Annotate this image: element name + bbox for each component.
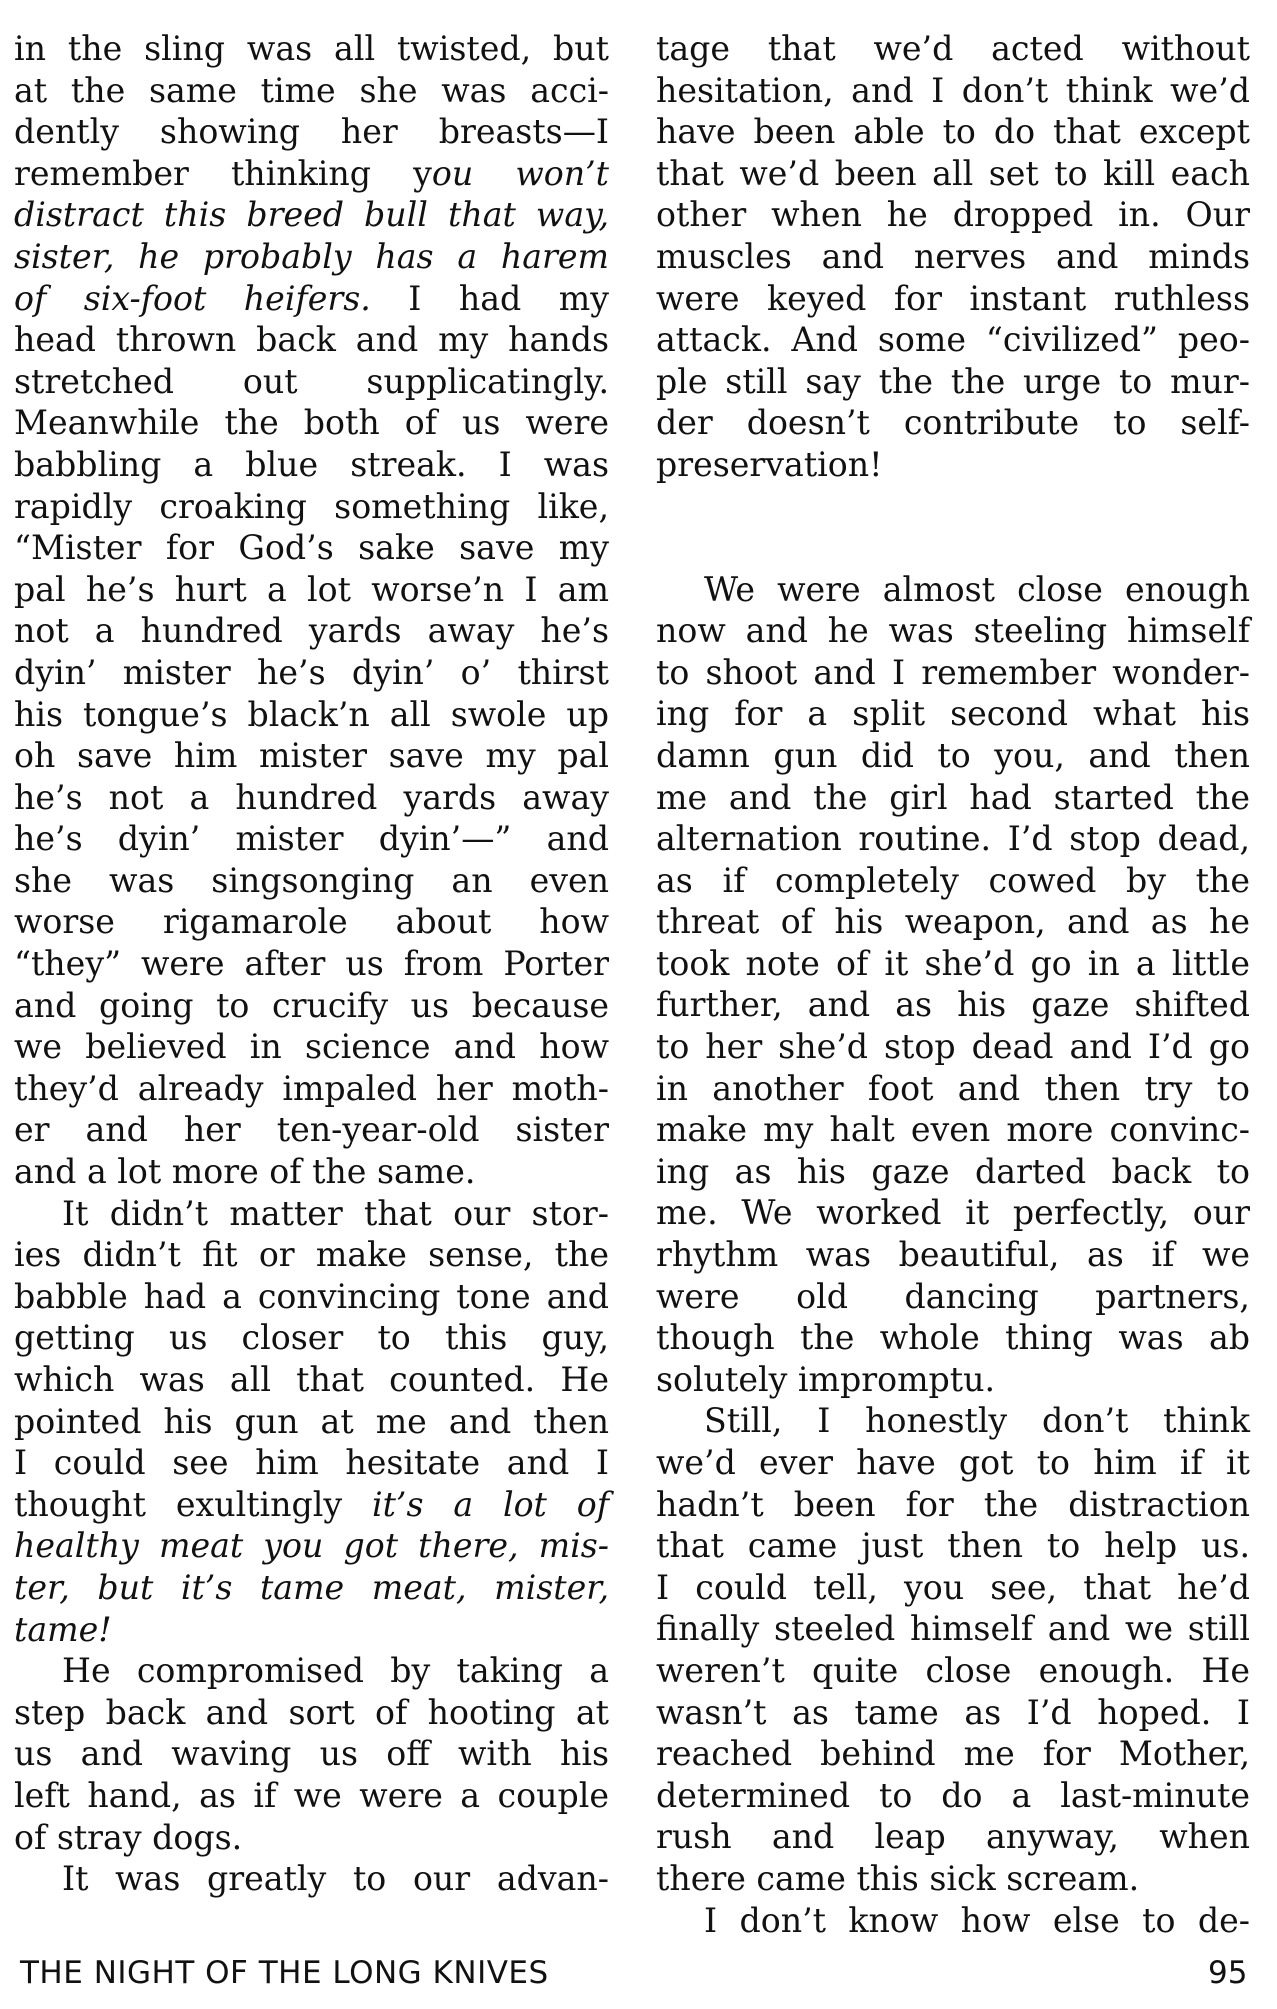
text-line: determined to do a last-minute (656, 1775, 1250, 1815)
text-line: now and he was steeling himself (656, 611, 1250, 651)
text-line: we’d ever have got to him if it (656, 1443, 1250, 1482)
text-line-italic: ter, but it’s tame meat, mister, (14, 1567, 609, 1607)
text-line: us and waving us off with his (14, 1734, 609, 1774)
text-line: and going to crucify us because (14, 985, 609, 1025)
paragraph-start-line: It was greatly to our advan- (62, 1859, 609, 1899)
text-line: head thrown back and my hands (14, 320, 609, 360)
text-line: pointed his gun at me and then (14, 1401, 609, 1441)
text-line-italic: sister, he probably has a harem (14, 236, 609, 276)
text-line: of stray dogs. (14, 1817, 243, 1857)
text-line: alternation routine. I’d stop dead, (656, 819, 1250, 859)
text-line-italic-end: of six-foot heifers. I had my (14, 278, 609, 318)
paragraph-start-line: He compromised by taking a (62, 1651, 609, 1691)
text-line: babbling a blue streak. I was (14, 444, 609, 484)
text-line: she was singsonging an even (14, 860, 609, 900)
right-text-column (656, 28, 1250, 1941)
text-line: pal he’s hurt a lot worse’n I am (14, 569, 609, 609)
left-text-column (14, 28, 609, 1900)
text-line: rhythm was beautiful, as if we (656, 1235, 1250, 1275)
running-footer-title: THE NIGHT OF THE LONG KNIVES (20, 1955, 549, 1991)
text-line: not a hundred yards away he’s (14, 611, 609, 651)
text-line: getting us closer to this guy, (14, 1318, 609, 1358)
text-line: ies didn’t fit or make sense, the (14, 1235, 609, 1275)
paragraph-start-line: We were almost close enough (704, 569, 1250, 609)
paragraph-start-line: Still, I honestly don’t think (704, 1401, 1250, 1441)
text-line: I could see him hesitate and I (14, 1443, 609, 1483)
text-line-italic-start: remember thinking you won’t (14, 153, 609, 193)
text-line: to shoot and I remember wonder- (656, 652, 1250, 692)
text-line: rush and leap anyway, when (656, 1817, 1250, 1857)
paragraph-start-line: I don’t know how else to de- (704, 1900, 1250, 1940)
text-line: ing as his gaze darted back to (656, 1151, 1250, 1191)
text-line: though the whole thing was ab (656, 1318, 1250, 1358)
text-line: hesitation, and I don’t think we’d (656, 70, 1250, 110)
text-line: “Mister for God’s sake save my (14, 528, 609, 568)
text-line: stretched out supplicatingly. (14, 361, 609, 401)
text-line: step back and sort of hooting at (14, 1692, 609, 1732)
text-line: finally steeled himself and we still (656, 1609, 1250, 1649)
text-line: tage that we’d acted without (656, 29, 1250, 68)
text-line: to her she’d stop dead and I’d go (656, 1027, 1250, 1067)
text-line-italic: tame! (14, 1609, 112, 1649)
text-line: at the same time she was acci- (14, 70, 609, 110)
text-line: babble had a convincing tone and (14, 1276, 609, 1316)
text-line: damn gun did to you, and then (656, 735, 1250, 775)
text-line: muscles and nerves and minds (656, 236, 1250, 276)
text-line: hadn’t been for the distraction (656, 1484, 1250, 1524)
text-line: were keyed for instant ruthless (656, 278, 1250, 318)
paragraph-gap (656, 486, 1250, 569)
text-line: me and the girl had started the (656, 777, 1250, 817)
text-line: his tongue’s black’n all swole up (14, 694, 609, 734)
text-line: have been able to do that except (656, 112, 1250, 152)
text-line: me. We worked it perfectly, our (656, 1193, 1250, 1233)
text-line: oh save him mister save my pal (14, 736, 609, 776)
text-line: and a lot more of the same. (14, 1152, 476, 1192)
text-line: attack. And some “civilized” peo- (656, 320, 1250, 360)
text-line: took note of it she’d go in a little (656, 943, 1250, 983)
text-line: worse rigamarole about how (14, 902, 609, 942)
text-line: Meanwhile the both of us were (14, 403, 609, 443)
text-line: wasn’t as tame as I’d hoped. I (656, 1692, 1250, 1732)
text-line: threat of his weapon, and as he (656, 902, 1250, 942)
text-line: he’s not a hundred yards away (14, 777, 609, 817)
text-line: we believed in science and how (14, 1027, 609, 1067)
text-line: dently showing her breasts—I (14, 112, 609, 152)
text-line: he’s dyin’ mister dyin’—” and (14, 819, 609, 859)
text-line: in the sling was all twisted, but (14, 29, 609, 68)
text-line: in another foot and then try to (656, 1068, 1250, 1108)
text-line: I could tell, you see, that he’d (656, 1567, 1250, 1607)
text-line: that we’d been all set to kill each (656, 153, 1250, 193)
text-line: weren’t quite close enough. He (656, 1650, 1250, 1690)
text-line: der doesn’t contribute to self- (656, 403, 1250, 443)
text-line: dyin’ mister he’s dyin’ o’ thirst (14, 652, 609, 692)
page-number: 95 (1208, 1955, 1248, 1991)
text-line: that came just then to help us. (656, 1526, 1250, 1566)
text-line-italic: distract this breed bull that way, (14, 195, 609, 235)
text-line: were old dancing partners, (656, 1276, 1250, 1316)
text-line: left hand, as if we were a couple (14, 1775, 609, 1815)
text-line: preservation! (656, 444, 883, 484)
text-line: ple still say the the urge to mur- (656, 361, 1250, 401)
text-line: solutely impromptu. (656, 1359, 996, 1399)
text-line-italic: healthy meat you got there, mis- (14, 1526, 609, 1566)
text-line: as if completely cowed by the (656, 860, 1250, 900)
text-line: reached behind me for Mother, (656, 1734, 1250, 1774)
paragraph-start-line: It didn’t matter that our stor- (62, 1193, 609, 1233)
text-line: other when he dropped in. Our (656, 195, 1250, 235)
text-line-italic-start: thought exultingly it’s a lot of (14, 1484, 609, 1524)
text-line: ing for a split second what his (656, 694, 1250, 734)
text-line: which was all that counted. He (14, 1360, 609, 1399)
text-line: er and her ten-year-old sister (14, 1110, 609, 1150)
text-line: rapidly croaking something like, (14, 486, 609, 526)
text-line: “they” were after us from Porter (14, 944, 609, 984)
text-line: further, and as his gaze shifted (656, 985, 1250, 1025)
text-line: there came this sick scream. (656, 1858, 1140, 1898)
text-line: they’d already impaled her moth- (14, 1068, 609, 1108)
text-line: make my halt even more convinc- (656, 1110, 1250, 1150)
